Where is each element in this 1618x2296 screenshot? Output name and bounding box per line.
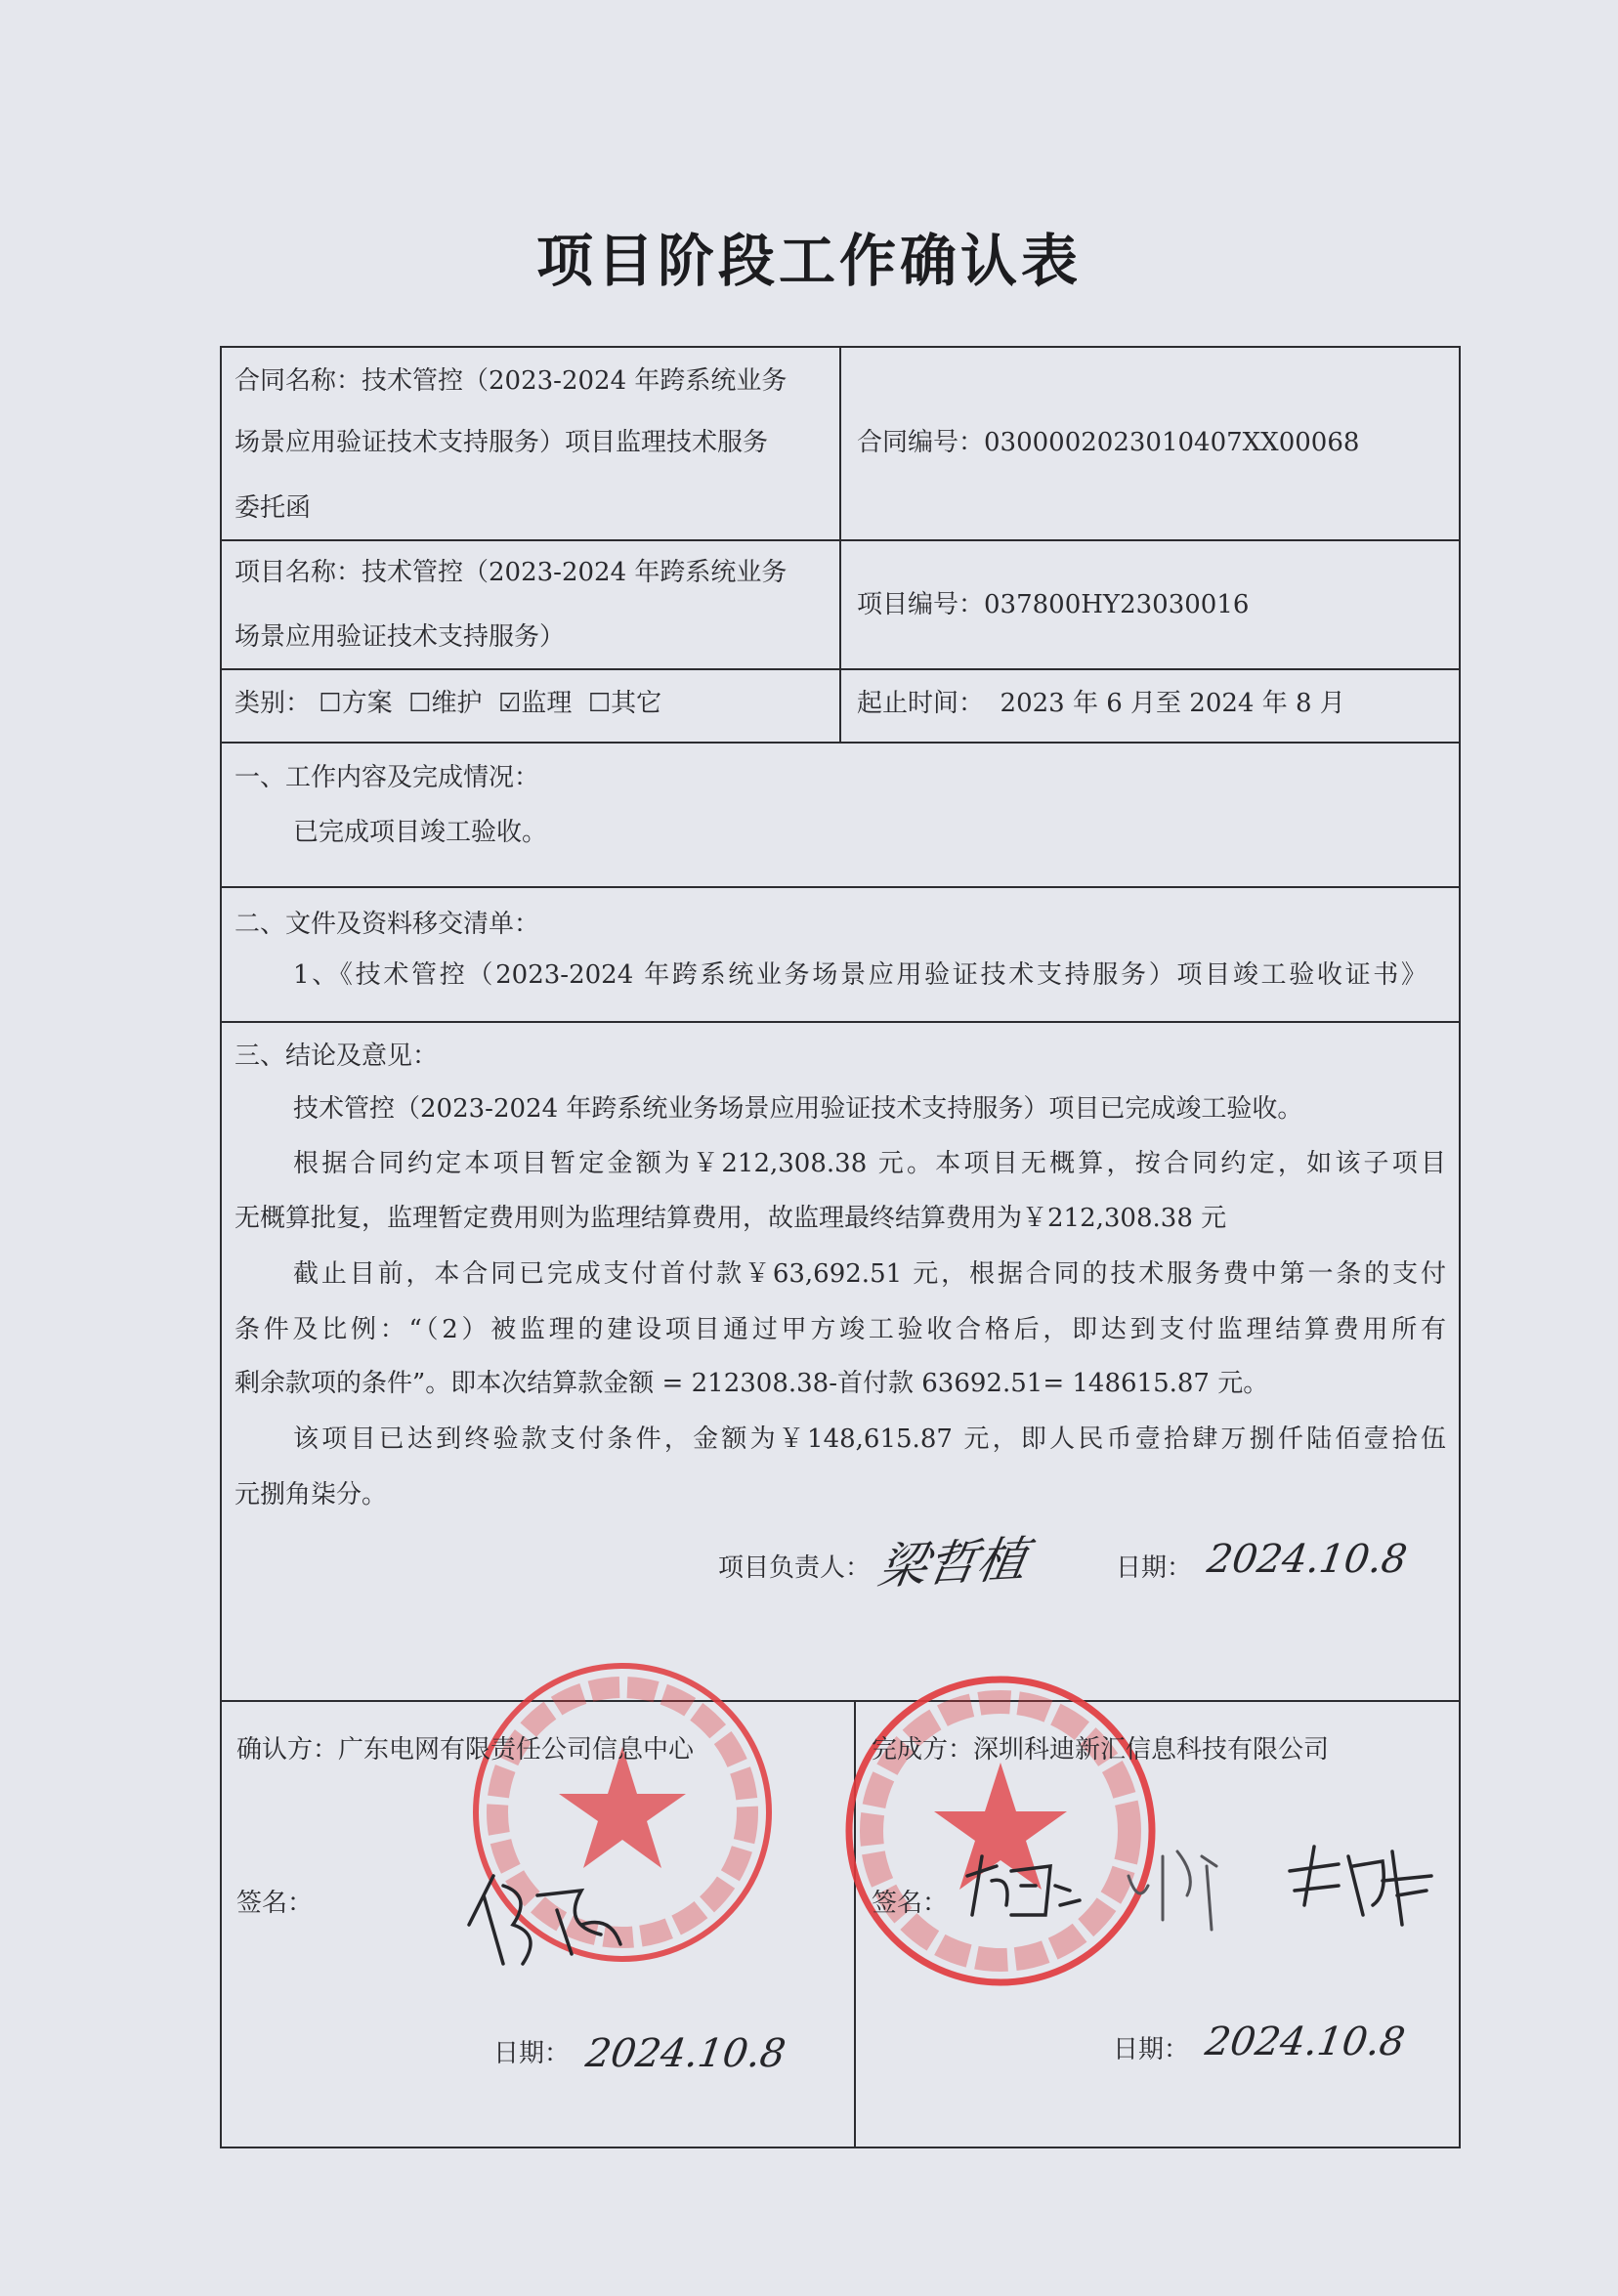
complete-sign-label: 签名： bbox=[872, 1889, 949, 1918]
section3-line: 该项目已达到终验款支付条件，金额为￥148,615.87 元，即人民币壹拾肆万捌仟陆佰壹拾伍 bbox=[293, 1424, 1446, 1454]
option-label: 方案 bbox=[341, 689, 393, 718]
category-row bbox=[234, 687, 661, 720]
confirm-sign-label: 签名： bbox=[236, 1889, 314, 1918]
row-divider bbox=[220, 1700, 1461, 1702]
complete-party: 完成方：深圳科迪新汇信息科技有限公司 bbox=[872, 1735, 1330, 1765]
manager-date-label: 日期： bbox=[1116, 1553, 1193, 1583]
contract-name-line: 合同名称：技术管控（2023-2024 年跨系统业务 bbox=[234, 366, 788, 396]
manager-label: 项目负责人： bbox=[718, 1553, 872, 1583]
confirm-party: 确认方：广东电网有限责任公司信息中心 bbox=[236, 1735, 695, 1765]
checkbox-fangan[interactable]: ☐ bbox=[319, 689, 342, 718]
section3-line: 根据合同约定本项目暂定金额为￥212,308.38 元。本项目无概算，按合同约定，如该子项目 bbox=[293, 1149, 1446, 1178]
checkbox-weihu[interactable]: ☐ bbox=[408, 689, 432, 718]
section3-line: 无概算批复，监理暂定费用则为监理结算费用，故监理最终结算费用为￥212,308.38 元 bbox=[234, 1204, 1227, 1233]
confirm-date-label: 日期： bbox=[493, 2039, 571, 2068]
section3-line: 剩余款项的条件”。即本次结算款金额 = 212308.38-首付款 63692.51= 148615.87 元。 bbox=[234, 1369, 1269, 1398]
complete-date-label: 日期： bbox=[1113, 2035, 1190, 2064]
project-name-line: 项目名称：技术管控（2023-2024 年跨系统业务 bbox=[234, 558, 788, 587]
section3-line: 截止目前，本合同已完成支付首付款￥63,692.51 元，根据合同的技术服务费中第一条的支付 bbox=[293, 1259, 1446, 1289]
column-divider bbox=[839, 346, 841, 742]
checkbox-jianli-checked[interactable]: ☑ bbox=[498, 689, 522, 718]
contract-number: 合同编号：0300002023010407XX00068 bbox=[857, 428, 1360, 457]
manager-signature: 梁哲植 bbox=[873, 1531, 1032, 1595]
option-label: 维护 bbox=[431, 689, 483, 718]
row-divider bbox=[220, 1021, 1461, 1023]
page-title: 项目阶段工作确认表 bbox=[535, 228, 1082, 294]
section2-heading: 二、文件及资料移交清单： bbox=[234, 910, 540, 939]
confirm-signature bbox=[464, 1866, 630, 1983]
contract-name-line: 委托函 bbox=[234, 493, 312, 523]
complete-date-value: 2024.10.8 bbox=[1202, 2020, 1408, 2064]
section1-content: 已完成项目竣工验收。 bbox=[293, 818, 548, 847]
complete-signatures bbox=[953, 1837, 1441, 1944]
section3-line: 条件及比例：“（2）被监理的建设项目通过甲方竣工验收合格后，即达到支付监理结算费用所有 bbox=[234, 1315, 1446, 1344]
section3-line: 技术管控（2023-2024 年跨系统业务场景应用验证技术支持服务）项目已完成竣工验收。 bbox=[293, 1094, 1303, 1124]
period: 起止时间： 2023 年 6 月至 2024 年 8 月 bbox=[857, 689, 1345, 718]
contract-name-line: 场景应用验证技术支持服务）项目监理技术服务 bbox=[234, 428, 769, 457]
section2-item: 1、《技术管控（2023-2024 年跨系统业务场景应用验证技术支持服务）项目竣工验收证书》 bbox=[293, 960, 1426, 990]
row-divider bbox=[220, 742, 1461, 744]
section3-line: 元捌角柒分。 bbox=[234, 1480, 388, 1509]
section3-heading: 三、结论及意见： bbox=[234, 1042, 439, 1071]
section1-heading: 一、工作内容及完成情况： bbox=[234, 763, 540, 792]
option-label: 监理 bbox=[521, 689, 573, 718]
category-label: 类别： bbox=[234, 689, 312, 718]
row-divider bbox=[220, 886, 1461, 888]
project-name-line: 场景应用验证技术支持服务） bbox=[234, 622, 566, 652]
checkbox-qita[interactable]: ☐ bbox=[587, 689, 612, 718]
confirm-date-value: 2024.10.8 bbox=[582, 2031, 788, 2076]
option-label: 其它 bbox=[611, 689, 662, 718]
manager-date-value: 2024.10.8 bbox=[1204, 1537, 1410, 1582]
project-number: 项目编号：037800HY23030016 bbox=[857, 590, 1250, 619]
